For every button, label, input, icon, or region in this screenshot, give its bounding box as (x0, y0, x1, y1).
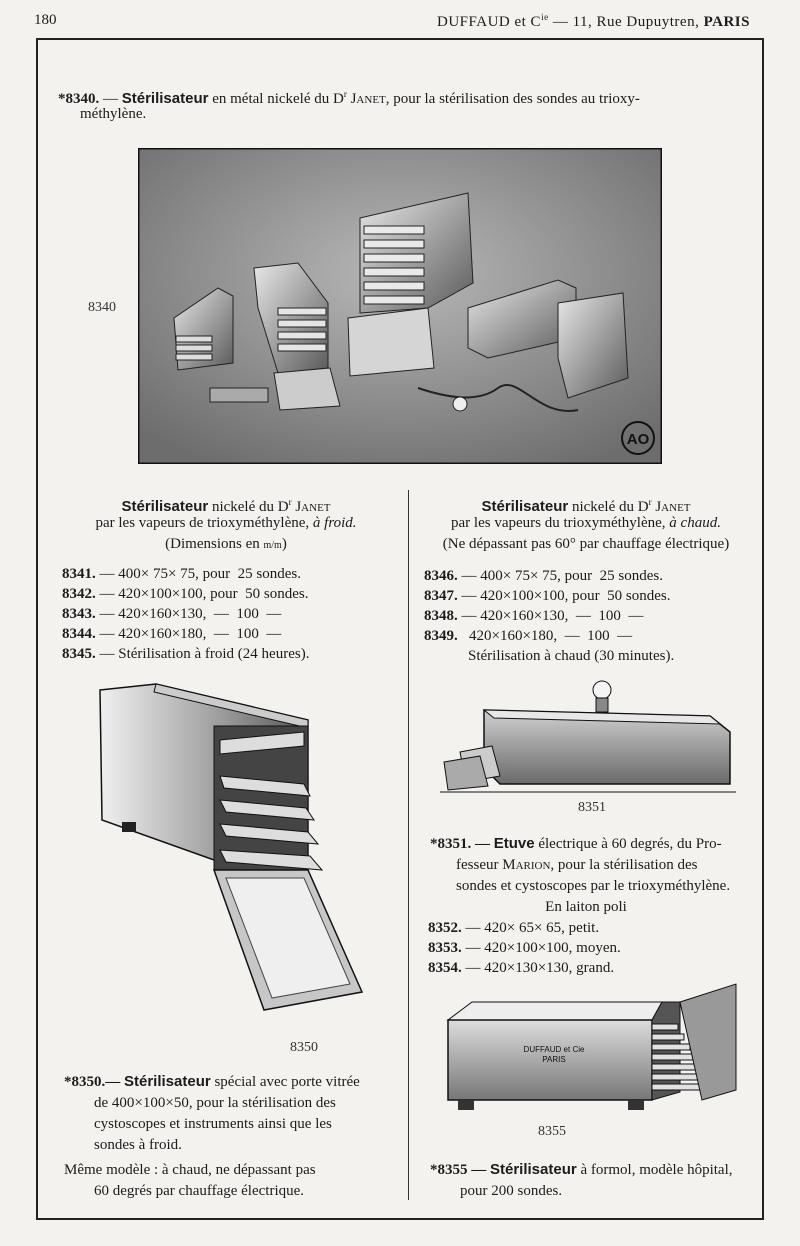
row-ref: 8354. (428, 960, 462, 976)
item-8351-ref: *8351. — (430, 836, 490, 852)
right-heading-rest: nickelé du D (571, 499, 649, 515)
item-8340-text3: méthylène. (80, 106, 147, 122)
left-heading-name: Stérilisateur (121, 498, 209, 515)
figure-8355-city: PARIS (542, 1055, 566, 1064)
row-ref: 8343. (62, 606, 96, 622)
item-8350-ref: *8350.— (64, 1074, 121, 1090)
figure-8355-drawing (442, 980, 742, 1120)
row-text: — 420×160×130, — 100 — (99, 606, 282, 622)
item-8350-name: Stérilisateur (124, 1073, 211, 1090)
list-row (62, 564, 301, 584)
item-8340-sup: r (343, 89, 347, 99)
left-line2-text: par les vapeurs de trioxyméthylène, (95, 515, 310, 531)
left-heading-sup: r (288, 497, 292, 507)
list-row (424, 566, 663, 586)
item-8350-line1 (64, 1072, 394, 1092)
row-ref: 8346. (424, 568, 458, 584)
row-ref: 8348. (424, 608, 458, 624)
item-8350-note1: Même modèle : à chaud, ne dépassant pas (64, 1162, 316, 1178)
item-8351-line4: En laiton poli (545, 899, 627, 915)
row-ref: 8341. (62, 566, 96, 582)
item-8340-ref: *8340. (58, 91, 100, 107)
left-line3-text: (Dimensions en (165, 536, 264, 552)
row-ref: 8352. (428, 920, 462, 936)
right-line2-em: à chaud. (669, 515, 721, 531)
figure-8340-label: 8340 (88, 300, 116, 315)
row-text: — 420× 65× 65, petit. (465, 920, 600, 936)
list-row (424, 626, 632, 646)
row-ref: 8344. (62, 626, 96, 642)
item-8350-line2: de 400×100×50, pour la stérilisation des (94, 1095, 336, 1111)
firm-street: — 11, Rue Dupuytren, (552, 14, 700, 30)
firm-city: PARIS (703, 14, 750, 30)
list-row (62, 624, 281, 644)
figure-8351-label: 8351 (578, 800, 606, 815)
firm-name: DUFFAUD et C (437, 14, 542, 30)
item-8351-line2b: , pour la stérilisation des (550, 857, 698, 873)
right-heading-doctor: Janet (655, 499, 691, 515)
row-text: — 420×130×130, grand. (465, 960, 615, 976)
firm-sup: ie (541, 12, 549, 22)
item-8350-line4: sondes à froid. (94, 1137, 182, 1153)
figure-8350-label: 8350 (290, 1040, 318, 1055)
item-8355-line2: pour 200 sondes. (460, 1183, 563, 1199)
left-heading-doctor: Janet (295, 499, 331, 515)
list-row (428, 918, 599, 938)
row-ref: 8342. (62, 586, 96, 602)
item-8355-ref: *8355 — (430, 1162, 487, 1178)
page-header (0, 12, 800, 34)
list-row (424, 586, 671, 606)
row-text: — 420×160×180, — 100 — (99, 626, 282, 642)
list-row: Stérilisation à chaud (30 minutes). (468, 648, 675, 664)
right-heading-sup: r (648, 497, 652, 507)
item-8351-line2 (456, 855, 756, 875)
row-ref: 8349. (424, 628, 458, 644)
item-8340-dash: — (103, 91, 118, 107)
item-8351-text1: électrique à 60 degrés, du Pro- (538, 836, 722, 852)
item-8351-line3: sondes et cystoscopes par le trioxyméthylène. (456, 878, 731, 894)
row-text: — 420×100×100, moyen. (465, 940, 621, 956)
list-row (62, 584, 309, 604)
right-heading-line2 (416, 513, 756, 533)
list-row (62, 604, 281, 624)
list-row (424, 606, 643, 626)
figure-8340-photo (138, 148, 662, 464)
item-8350-note2: 60 degrés par chauffage électrique. (94, 1183, 305, 1199)
item-8340-doctor: Janet (350, 91, 386, 107)
item-8355-line1 (430, 1160, 760, 1180)
item-8350-text1: spécial avec porte vitrée (214, 1074, 360, 1090)
firm-address (437, 12, 750, 31)
figure-8355-label: 8355 (538, 1124, 566, 1139)
figure-8351-drawing (440, 676, 736, 794)
item-8351-name: Etuve (493, 835, 535, 852)
row-text: — 400× 75× 75, pour 25 sondes. (461, 568, 663, 584)
item-8340-text2: , pour la stérilisation des sondes au trioxy- (385, 91, 640, 107)
item-8355-text1: à formol, modèle hôpital, (580, 1162, 733, 1178)
row-text: — 420×160×130, — 100 — (461, 608, 644, 624)
left-heading-rest: nickelé du D (211, 499, 289, 515)
figure-8340-logo: AO (626, 431, 650, 448)
right-heading-line3: (Ne dépassant pas 60° par chauffage électrique) (442, 536, 730, 552)
left-line3-end: ) (281, 536, 287, 552)
row-text: — 420×100×100, pour 50 sondes. (99, 586, 309, 602)
item-8340-text1: en métal nickelé du D (212, 91, 344, 107)
row-ref: 8347. (424, 588, 458, 604)
row-text: — Stérilisation à froid (24 heures). (99, 646, 310, 662)
right-heading-name: Stérilisateur (481, 498, 569, 515)
item-8351-line2a: fesseur (456, 857, 499, 873)
item-8340-name: Stérilisateur (121, 90, 209, 107)
item-8350-line3: cystoscopes et instruments ainsi que les (94, 1116, 332, 1132)
row-ref: 8345. (62, 646, 96, 662)
row-ref: 8353. (428, 940, 462, 956)
figure-8350-drawing (96, 680, 366, 1020)
left-line3-unit: m/m (263, 540, 282, 551)
item-8351-line1 (430, 834, 760, 854)
left-line2-em: à froid. (312, 515, 357, 531)
item-8351-professor: Marion (502, 857, 551, 873)
list-row (62, 644, 309, 664)
right-line2-text: par les vapeurs du trioxyméthylène, (451, 515, 666, 531)
list-row (428, 938, 621, 958)
row-text: 420×160×180, — 100 — (461, 628, 633, 644)
left-heading-line3 (52, 534, 400, 556)
row-text: — 420×100×100, pour 50 sondes. (461, 588, 671, 604)
page-number: 180 (34, 12, 57, 28)
item-8340-description (58, 84, 758, 109)
list-row (428, 958, 614, 978)
column-divider (408, 490, 409, 1200)
item-8355-name: Stérilisateur (490, 1161, 577, 1178)
figure-8355-brand: DUFFAUD et Cie (523, 1045, 585, 1054)
row-text: — 400× 75× 75, pour 25 sondes. (99, 566, 301, 582)
left-heading-line2 (52, 513, 400, 533)
